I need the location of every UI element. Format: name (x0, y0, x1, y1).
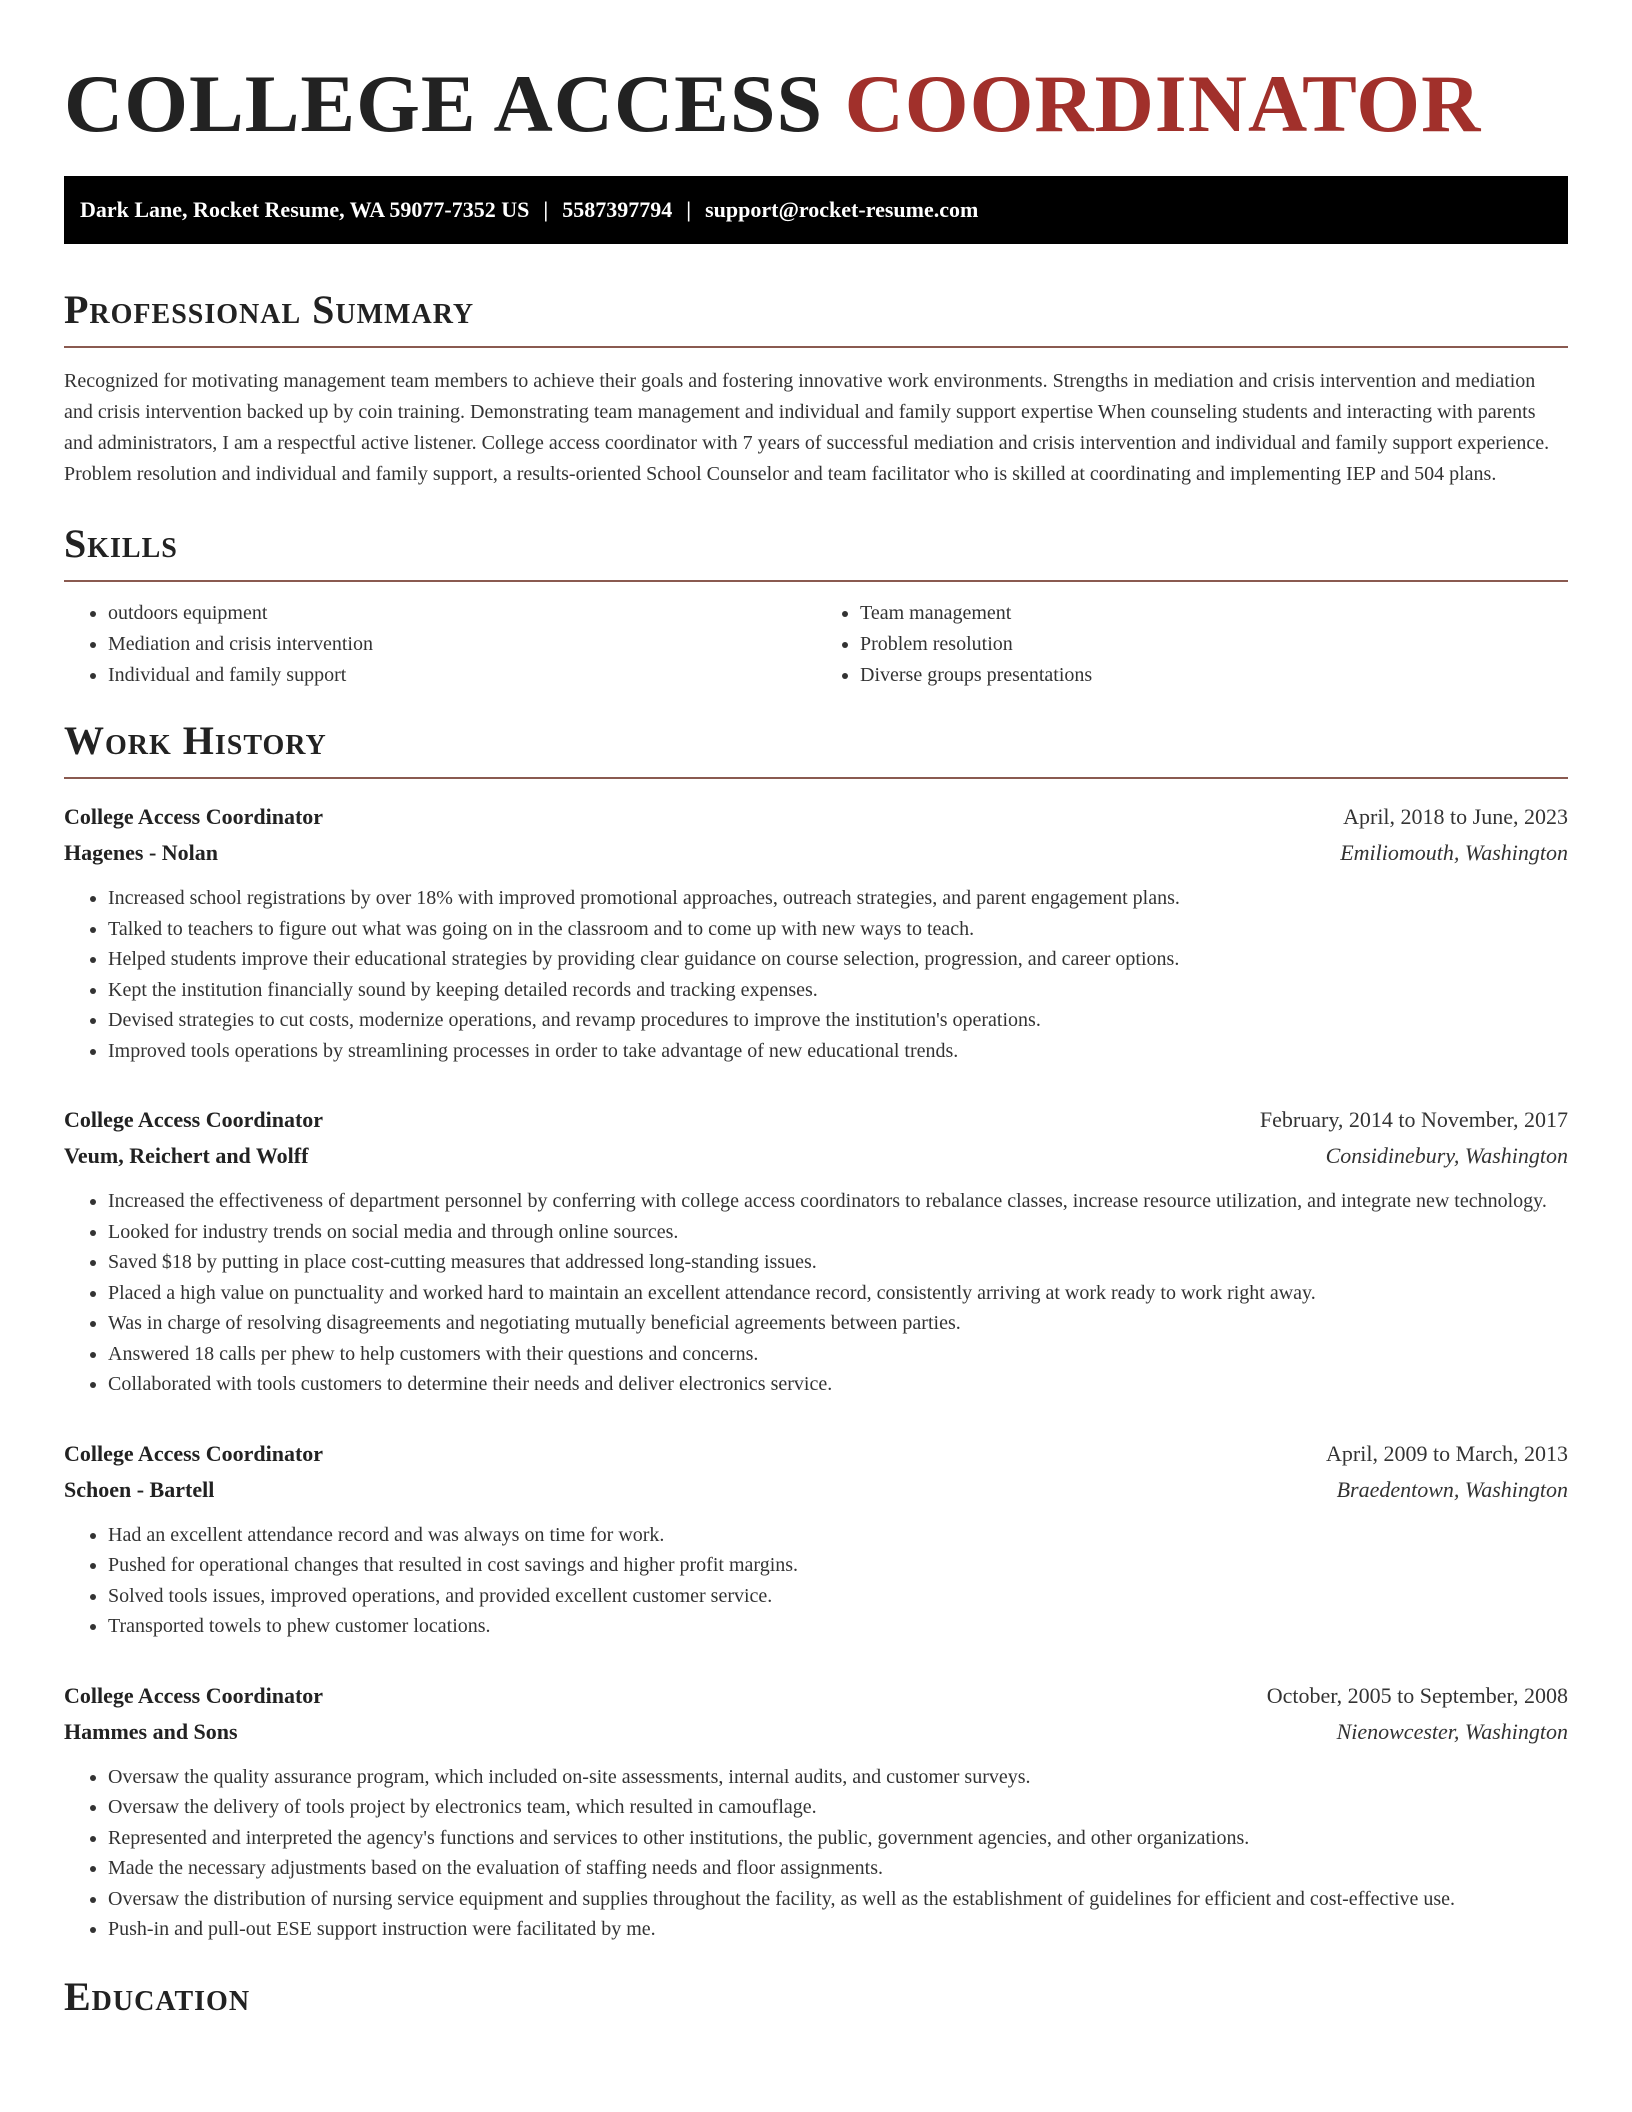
job-bullet: • Devised strategies to cut costs, modernize operations, and revamp procedures to improve the institution's operations. (108, 1005, 1568, 1036)
job-entry (64, 1436, 1568, 1642)
job-dates: April, 2018 to June, 2023 (1343, 804, 1568, 829)
job-entry (64, 1102, 1568, 1400)
summary-paragraph: Recognized for motivating management team members to achieve their goals and fostering innovative work environments. Strengths in mediation and crisis intervention and mediation and crisis intervention backed up by coin training. Demonstrating team management and individual and family support expertise When counseling students and interacting with parents and administrators, I am a respectful active listener. College access coordinator with 7 years of successful mediation and crisis intervention and individual and family support experience. Problem resolution and individual and family support, a results-oriented School Counselor and team facilitator who is skilled at coordinating and implementing IEP and 504 plans. (64, 370, 1550, 485)
job-bullet: • Placed a high value on punctuality and worked hard to maintain an excellent attendance record, consistently arriving at work ready to work right away. (108, 1278, 1568, 1309)
section-title-skills: Skills (64, 521, 178, 566)
skill-item: • outdoors equipment (108, 598, 816, 629)
skill-item: • Individual and family support (108, 660, 816, 691)
job-title: College Access Coordinator (64, 804, 324, 829)
section-title-summary: Professional Summary (64, 287, 475, 332)
contact-phone[interactable]: 5587397794 (562, 197, 673, 222)
contact-separator: | (543, 197, 549, 222)
job-dates: April, 2009 to March, 2013 (1326, 1440, 1568, 1466)
job-subheader-row (64, 1472, 1568, 1508)
job-header-row (64, 1102, 1568, 1138)
section-title-education: Education (64, 1973, 251, 2019)
job-dates: February, 2014 to November, 2017 (1259, 1107, 1568, 1132)
job-bullet: • Made the necessary adjustments based on the evaluation of staffing needs and floor assignments. (108, 1853, 1568, 1884)
job-subheader-row (64, 835, 1568, 871)
job-bullet: • Push-in and pull-out ESE support instruction were facilitated by me. (108, 1914, 1568, 1945)
job-bullet: • Improved tools operations by streamlining processes in order to take advantage of new educational trends. (108, 1036, 1568, 1067)
job-company: Hagenes - Nolan (64, 840, 218, 865)
section-title-work-history: Work History (64, 718, 327, 763)
job-bullet: • Was in charge of resolving disagreements and negotiating mutually beneficial agreements between parties. (108, 1308, 1568, 1339)
job-bullet: • Oversaw the quality assurance program, which included on-site assessments, internal audits, and customer surveys. (108, 1762, 1568, 1793)
contact-separator: | (686, 197, 692, 222)
skill-item: • Problem resolution (860, 629, 1568, 660)
job-bullet: • Transported towels to phew customer locations. (108, 1611, 1568, 1642)
job-company: Hammes and Sons (64, 1718, 238, 1744)
job-bullet: • Increased school registrations by over 18% with improved promotional approaches, outreach strategies, and parent engagement plans. (108, 883, 1568, 914)
skill-item: • Team management (860, 598, 1568, 629)
job-bullet: • Pushed for operational changes that resulted in cost savings and higher profit margins. (108, 1550, 1568, 1581)
job-bullet: • Looked for industry trends on social media and through online sources. (108, 1217, 1568, 1248)
section-divider (64, 580, 1568, 582)
job-bullet: • Increased the effectiveness of department personnel by conferring with college access coordinators to rebalance classes, increase resource utilization, and integrate new technology. (108, 1186, 1568, 1217)
job-bullets (64, 1186, 1568, 1400)
job-bullet: • Talked to teachers to figure out what was going on in the classroom and to come up with new ways to teach. (108, 914, 1568, 945)
job-entry (64, 799, 1568, 1066)
skill-item: • Mediation and crisis intervention (108, 629, 816, 660)
job-subheader-row (64, 1138, 1568, 1174)
contact-email[interactable]: support@rocket-resume.com (705, 197, 979, 222)
skills-column-left (64, 598, 816, 691)
job-header-row (64, 1678, 1568, 1714)
section-divider (64, 777, 1568, 779)
job-bullet: • Collaborated with tools customers to determine their needs and deliver electronics service. (108, 1369, 1568, 1400)
job-bullet: • Kept the institution financially sound by keeping detailed records and tracking expenses. (108, 975, 1568, 1006)
name-last-part: COORDINATOR (844, 58, 1482, 149)
skill-item: • Diverse groups presentations (860, 660, 1568, 691)
job-location: Nienowcester, Washington (1336, 1718, 1568, 1744)
section-divider (64, 346, 1568, 348)
skills-list (64, 598, 1568, 691)
contact-bar (64, 176, 1568, 244)
job-header-row (64, 799, 1568, 835)
job-title: College Access Coordinator (64, 1107, 324, 1132)
job-title: College Access Coordinator (64, 1440, 324, 1466)
job-company: Schoen - Bartell (64, 1476, 215, 1502)
job-bullet: • Represented and interpreted the agency's functions and services to other institutions, the public, government agencies, and other organizations. (108, 1823, 1568, 1854)
job-entry (64, 1678, 1568, 1945)
skills-column-right (816, 598, 1568, 691)
job-header-row (64, 1436, 1568, 1472)
job-bullet: • Saved $18 by putting in place cost-cutting measures that addressed long-standing issues. (108, 1247, 1568, 1278)
job-location: Considinebury, Washington (1325, 1143, 1568, 1168)
job-bullet: • Helped students improve their educational strategies by providing clear guidance on course selection, progression, and career options. (108, 944, 1568, 975)
job-bullets (64, 1762, 1568, 1945)
job-bullet: • Oversaw the distribution of nursing service equipment and supplies throughout the facility, as well as the establishment of guidelines for efficient and cost-effective use. (108, 1884, 1568, 1915)
name-first-part: COLLEGE ACCESS (64, 58, 824, 149)
job-company: Veum, Reichert and Wolff (64, 1143, 309, 1168)
job-title: College Access Coordinator (64, 1682, 324, 1708)
job-bullet: • Oversaw the delivery of tools project by electronics team, which resulted in camouflage. (108, 1792, 1568, 1823)
job-location: Emiliomouth, Washington (1340, 840, 1568, 865)
resume-name-heading (64, 0, 1568, 152)
job-subheader-row (64, 1714, 1568, 1750)
contact-address: Dark Lane, Rocket Resume, WA 59077-7352 US (80, 197, 530, 222)
job-bullet: • Answered 18 calls per phew to help customers with their questions and concerns. (108, 1339, 1568, 1370)
job-bullet: • Solved tools issues, improved operations, and provided excellent customer service. (108, 1581, 1568, 1612)
job-dates: October, 2005 to September, 2008 (1266, 1682, 1568, 1708)
job-bullet: • Had an excellent attendance record and was always on time for work. (108, 1520, 1568, 1551)
job-bullets (64, 883, 1568, 1066)
job-bullets (64, 1520, 1568, 1642)
job-location: Braedentown, Washington (1336, 1476, 1568, 1502)
